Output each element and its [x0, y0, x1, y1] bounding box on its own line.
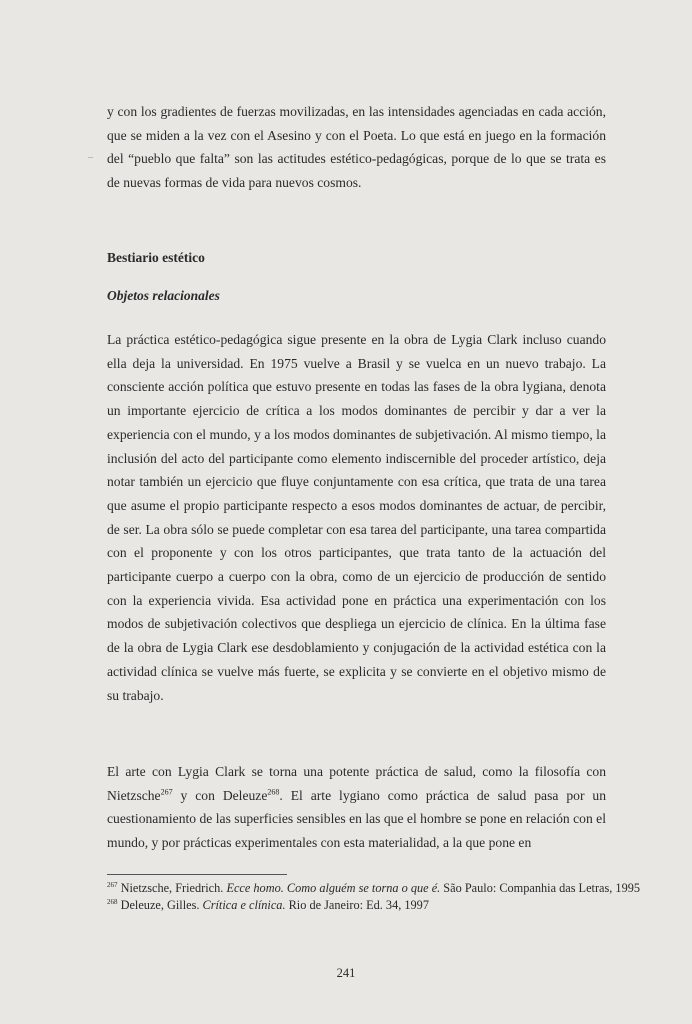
- footnote-divider: [107, 874, 287, 875]
- footnote-publication: Rio de Janeiro: Ed. 34, 1997: [285, 898, 429, 912]
- footnote-author: Deleuze, Gilles.: [120, 898, 203, 912]
- paragraph-2-container: [107, 760, 606, 855]
- footnote-ref-267: 267: [160, 787, 173, 797]
- paragraph-2-part3: . El arte lygiano como práctica de salud pasa por un cuestionamiento de las superficies sensibles en las que el hombre se pone en relación con el mundo, y por prácticas experimentales con esta materialidad, a la que pone en: [107, 787, 606, 851]
- footnote-author: Nietzsche, Friedrich.: [120, 881, 227, 895]
- margin-mark: [88, 157, 93, 158]
- paragraph-2-part1: El arte con Lygia Clark se torna una potente práctica de salud, como la filosofía con Nietzsche: [107, 764, 606, 803]
- section-title: Bestiario estético: [107, 250, 205, 265]
- footnote-ref-268: 268: [267, 787, 280, 797]
- footnote-268: [107, 897, 607, 914]
- paragraph-1-container: [107, 328, 606, 707]
- footnotes: [107, 880, 641, 914]
- intro-paragraph-container: [107, 100, 606, 195]
- subsection-title: Objetos relacionales: [107, 288, 220, 303]
- paragraph-2: [107, 760, 606, 855]
- footnote-267: [107, 880, 641, 897]
- paragraph-1: La práctica estético-pedagógica sigue presente en la obra de Lygia Clark incluso cuando ella deja la universidad. En 1975 vuelve a Brasil y se vuelca en un nuevo trabajo. La consciente acción política que estuvo presente en todas las fases de la obra lygiana, denota un importante ejercicio de crítica a los modos dominantes de percibir y dar a ver la experiencia con el mundo, y a los modos dominantes de subjetivación. Al mismo tiempo, la inclusión del acto del participante como elemento indiscernible del proceder artístico, deja notar también un ejercicio que fluye conjuntamente con esa crítica, que trata de una tarea que asume el propio participante respecto a esos modos dominantes de actuar, de percibir, de ser. La obra sólo se puede completar con esa tarea del participante, una tarea compartida con el proponente y con los otros participantes, que trata tanto de la actuación del participante cuerpo a cuerpo con la obra, como de un ejercicio de producción de sentido con la experiencia vivida. Esa actividad pone en práctica una experimentación con los modos de subjetivación colectivos que despliega un ejercicio de clínica. En la última fase de la obra de Lygia Clark ese desdoblamiento y conjugación de la actividad estética con la actividad clínica se vuelve más fuerte, se explicita y se convierte en el objetivo mismo de su trabajo.: [107, 332, 606, 703]
- intro-paragraph: y con los gradientes de fuerzas movilizadas, en las intensidades agenciadas en cada acción, que se miden a la vez con el Asesino y con el Poeta. Lo que está en juego en la formación del “pueblo que falta” son las actitudes estético-pedagógicas, porque de lo que se trata es de nuevas formas de vida para nuevos cosmos.: [107, 104, 606, 191]
- paragraph-2-part2: y con Deleuze: [172, 787, 268, 803]
- footnote-number: 267: [107, 880, 118, 889]
- footnote-publication: São Paulo: Companhia das Letras, 1995: [440, 881, 641, 895]
- page-number: 241: [336, 966, 356, 980]
- footnote-number: 268: [107, 897, 118, 906]
- footnote-title: Ecce homo. Como alguém se torna o que é.: [226, 881, 441, 895]
- footnote-title: Crítica e clínica.: [202, 898, 286, 912]
